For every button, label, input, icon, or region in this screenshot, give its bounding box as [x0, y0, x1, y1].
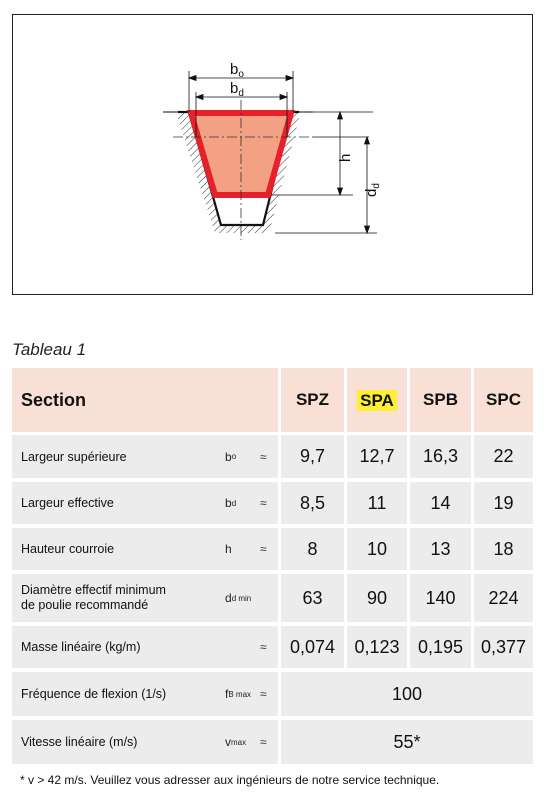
- table-row: [12, 435, 533, 478]
- table-cell: 0,123: [347, 626, 407, 668]
- table-cell: 8: [281, 528, 344, 570]
- table-row: [12, 574, 533, 622]
- row-label: Diamètre effectif minimum de poulie recommandé: [21, 583, 166, 612]
- row-symbol: h: [225, 542, 232, 556]
- label-b-effective: $b_d$: [230, 80, 244, 99]
- highlighted-col-label: SPA: [357, 390, 397, 411]
- table-row: [12, 720, 533, 764]
- table-header-row: [12, 368, 533, 432]
- table-cell-merged: 55*: [281, 720, 533, 764]
- table-caption: Tableau 1: [12, 340, 87, 359]
- row-label: Masse linéaire (kg/m): [21, 640, 141, 654]
- label-height: h: [337, 153, 354, 162]
- table-cell: 12,7: [347, 435, 407, 478]
- row-symbol: v max: [225, 735, 247, 749]
- table-row: [12, 482, 533, 524]
- approx-sign: ≈: [260, 687, 267, 701]
- table-cell: 13: [410, 528, 471, 570]
- table-cell-merged: 100: [281, 672, 533, 716]
- footnote: * v > 42 m/s. Veuillez vous adresser aux ingénieurs de notre service technique.: [20, 773, 440, 787]
- table-cell: 0,377: [474, 626, 533, 668]
- row-symbol: b d: [225, 496, 237, 510]
- approx-sign: ≈: [260, 496, 267, 510]
- table-cell: 16,3: [410, 435, 471, 478]
- table-cell: 19: [474, 482, 533, 524]
- approx-sign: ≈: [260, 449, 267, 464]
- row-label: Largeur effective: [21, 496, 114, 510]
- v-belt-cross-section-diagram: [13, 15, 534, 296]
- table-cell: 63: [281, 574, 344, 622]
- table-cell: 11: [347, 482, 407, 524]
- header-col-spc: SPC: [474, 368, 533, 432]
- table-row: [12, 672, 533, 716]
- table-cell: 0,074: [281, 626, 344, 668]
- row-label: Hauteur courroie: [21, 542, 115, 556]
- label-b-top: $b_o$: [230, 61, 244, 80]
- approx-sign: ≈: [260, 640, 267, 654]
- table-cell: 224: [474, 574, 533, 622]
- table-cell: 8,5: [281, 482, 344, 524]
- table-cell: 18: [474, 528, 533, 570]
- table-cell: 10: [347, 528, 407, 570]
- belt-diagram-frame: [12, 14, 533, 295]
- table-cell: 14: [410, 482, 471, 524]
- header-col-spb: SPB: [410, 368, 471, 432]
- table-cell: 22: [474, 435, 533, 478]
- label-diameter: $d_d$: [363, 183, 382, 197]
- header-col-spa: [347, 368, 407, 432]
- row-label: Fréquence de flexion (1/s): [21, 687, 167, 701]
- table-cell: 0,195: [410, 626, 471, 668]
- header-section-label: Section: [12, 368, 278, 432]
- row-symbol: d d min: [225, 590, 252, 605]
- approx-sign: ≈: [260, 735, 267, 749]
- row-symbol: b o: [225, 449, 237, 464]
- approx-sign: ≈: [260, 542, 267, 556]
- header-col-spz: SPZ: [281, 368, 344, 432]
- table-row: [12, 528, 533, 570]
- row-label: Vitesse linéaire (m/s): [21, 735, 138, 749]
- table-row: [12, 626, 533, 668]
- table-cell: 90: [347, 574, 407, 622]
- row-label: Largeur supérieure: [21, 449, 127, 464]
- row-symbol: f B max: [225, 687, 252, 701]
- table-cell: 140: [410, 574, 471, 622]
- table-cell: 9,7: [281, 435, 344, 478]
